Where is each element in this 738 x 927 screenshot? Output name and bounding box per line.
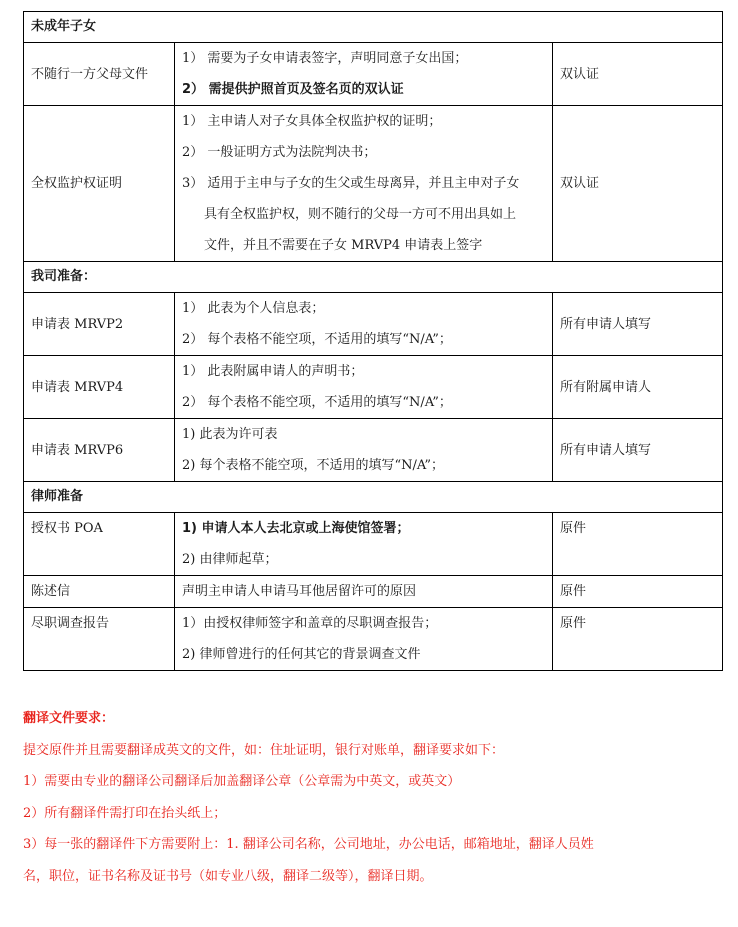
doc-note: 原件: [553, 608, 723, 671]
table-row: [24, 513, 723, 576]
doc-details: [175, 513, 553, 576]
doc-details: [175, 356, 553, 419]
translation-title: 翻译文件要求：: [23, 711, 115, 726]
doc-name: 全权监护权证明: [24, 106, 175, 262]
table-row: [24, 293, 723, 356]
detail-item: 2） 每个表格不能空项，不适用的填写“N/A”；: [182, 332, 452, 347]
detail-item: 1）由授权律师签字和盖章的尽职调查报告；: [182, 616, 438, 631]
doc-note: 所有附属申请人: [553, 356, 723, 419]
detail-item: 2） 一般证明方式为法院判决书；: [182, 145, 377, 160]
section-title: 未成年子女: [24, 12, 723, 43]
translation-requirement: 3）每一张的翻译件下方需要附上：1. 翻译公司名称，公司地址，办公电话，邮箱地址，翻译人员姓: [23, 837, 594, 852]
section-row-lawyer: [24, 482, 723, 513]
table-row: [24, 356, 723, 419]
detail-item: 声明主申请人申请马耳他居留许可的原因: [182, 584, 417, 599]
doc-note: 所有申请人填写: [553, 419, 723, 482]
section-title: 律师准备: [24, 482, 723, 513]
detail-item: 2) 律师曾进行的任何其它的背景调查文件: [182, 647, 421, 662]
doc-name: 授权书 POA: [24, 513, 175, 576]
detail-item: 2) 由律师起草；: [182, 552, 278, 567]
doc-note: 双认证: [553, 106, 723, 262]
translation-requirement: 名，职位，证书名称及证书号（如专业八级，翻译二级等），翻译日期。: [23, 868, 433, 884]
doc-note: 原件: [553, 576, 723, 608]
detail-item: 2） 需提供护照首页及签名页的双认证: [182, 82, 404, 97]
doc-details: [175, 608, 553, 671]
doc-details: [175, 43, 553, 106]
section-title: 我司准备：: [24, 262, 723, 293]
detail-item: 1） 此表附属申请人的声明书；: [182, 364, 364, 379]
detail-item: 具有全权监护权，则不随行的父母一方可不用出具如上: [204, 207, 517, 222]
doc-name: 不随行一方父母文件: [24, 43, 175, 106]
doc-note: 所有申请人填写: [553, 293, 723, 356]
translation-requirement: 1）需要由专业的翻译公司翻译后加盖翻译公章（公章需为中英文，或英文）: [23, 774, 461, 789]
detail-item: 1） 此表为个人信息表；: [182, 301, 325, 316]
doc-name: 尽职调查报告: [24, 608, 175, 671]
table-row: [24, 576, 723, 608]
doc-name: 申请表 MRVP2: [24, 293, 175, 356]
doc-name: 陈述信: [24, 576, 175, 608]
requirements-table: [23, 11, 723, 671]
table-row: [24, 419, 723, 482]
detail-item: 1） 需要为子女申请表签字，声明同意子女出国；: [182, 51, 468, 66]
table-row: [24, 608, 723, 671]
section-row-company: [24, 262, 723, 293]
doc-details: [175, 293, 553, 356]
detail-item: 2) 每个表格不能空项，不适用的填写“N/A”；: [182, 458, 444, 473]
doc-name: 申请表 MRVP6: [24, 419, 175, 482]
detail-item: 3） 适用于主申与子女的生父或生母离异，并且主申对子女: [182, 176, 520, 191]
doc-note: 双认证: [553, 43, 723, 106]
doc-note: 原件: [553, 513, 723, 576]
detail-item: 1) 此表为许可表: [182, 427, 278, 442]
translation-requirement: 2）所有翻译件需打印在抬头纸上；: [23, 805, 227, 821]
detail-item: 1) 申请人本人去北京或上海使馆签署；: [182, 521, 410, 536]
translation-requirements: [23, 703, 723, 892]
detail-item: 1） 主申请人对子女具体全权监护权的证明；: [182, 114, 442, 129]
detail-item: 2） 每个表格不能空项，不适用的填写“N/A”；: [182, 395, 452, 410]
doc-details: [175, 106, 553, 262]
section-row-minor: [24, 12, 723, 43]
doc-name: 申请表 MRVP4: [24, 356, 175, 419]
table-row: [24, 43, 723, 106]
doc-details: [175, 419, 553, 482]
doc-details: [175, 576, 553, 608]
detail-item: 文件，并且不需要在子女 MRVP4 申请表上签字: [204, 238, 483, 253]
table-row: [24, 106, 723, 262]
translation-intro: 提交原件并且需要翻译成英文的文件，如：住址证明，银行对账单，翻译要求如下：: [23, 742, 505, 758]
